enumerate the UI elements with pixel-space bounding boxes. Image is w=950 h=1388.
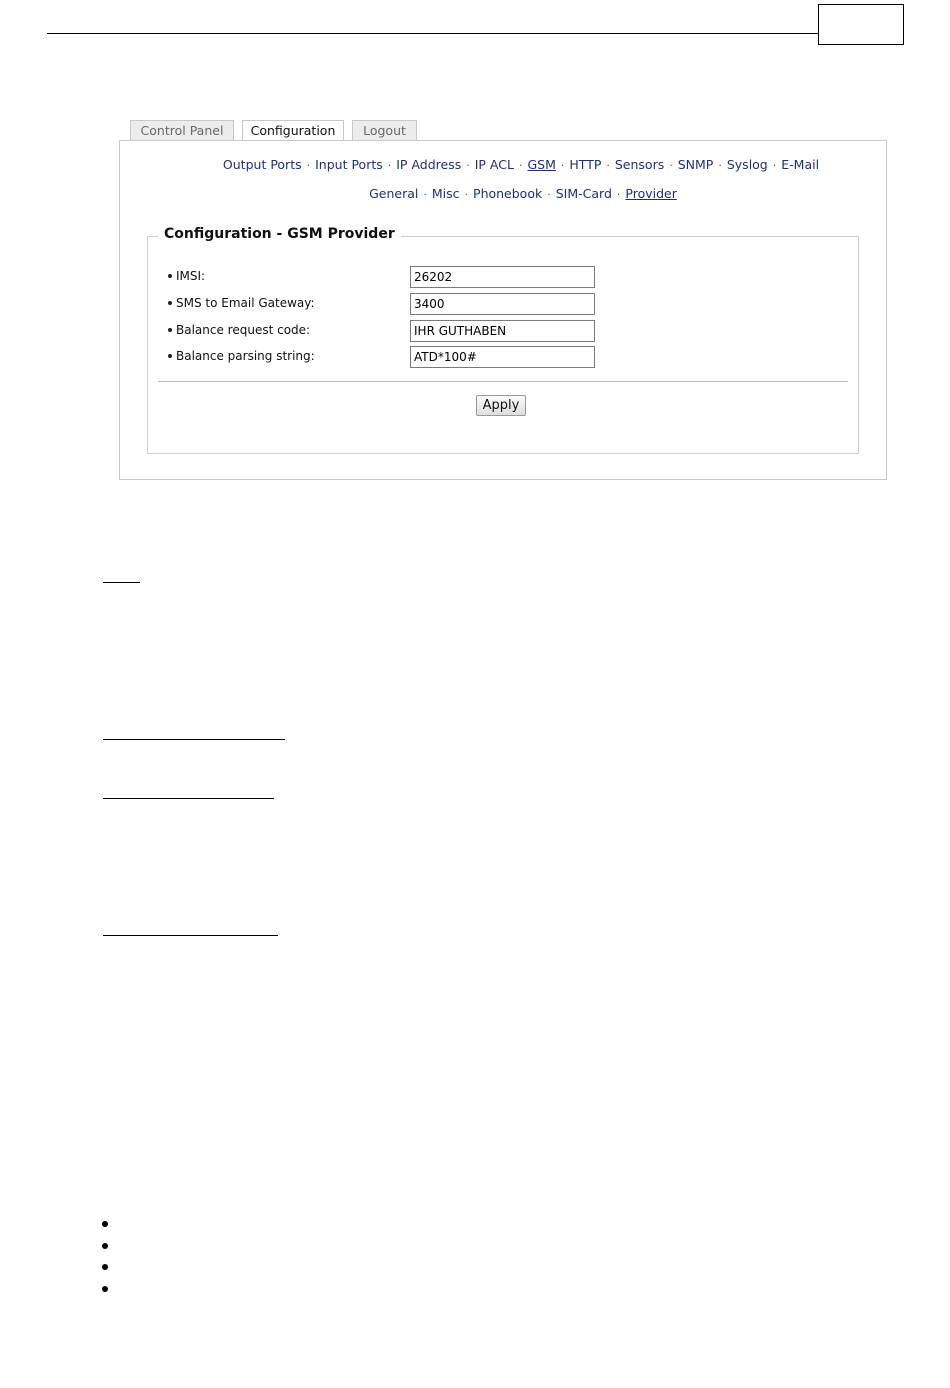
nav-separator: ·: [464, 188, 469, 201]
nav-separator: ·: [772, 159, 777, 172]
nav-separator: ·: [669, 159, 673, 172]
nav-separator: ·: [387, 159, 392, 172]
nav-separator: ·: [518, 159, 523, 172]
page-number-box: [818, 4, 904, 45]
gsm-provider-fieldset: [147, 226, 859, 454]
nav-sensors[interactable]: Sensors: [614, 157, 665, 172]
balance-parsing-label-text: Balance parsing string:: [176, 349, 315, 363]
sms-gateway-label: [168, 296, 315, 310]
balance-request-input[interactable]: [410, 320, 595, 342]
apply-button[interactable]: Apply: [476, 395, 526, 416]
bullet-icon: [102, 1264, 108, 1270]
form-row-imsi: [168, 266, 848, 288]
tab-configuration[interactable]: Configuration: [242, 120, 344, 142]
document-underline: [103, 798, 274, 799]
nav-separator: ·: [616, 188, 621, 201]
form-row-balance-request: [168, 320, 848, 342]
document-underline: [103, 739, 285, 740]
secondary-nav: [140, 186, 906, 201]
configuration-panel: [119, 140, 887, 480]
sms-gateway-label-text: SMS to Email Gateway:: [176, 296, 315, 310]
imsi-label-text: IMSI:: [176, 269, 206, 283]
nav-separator: ·: [560, 159, 565, 172]
bullet-icon: [102, 1243, 108, 1249]
imsi-input[interactable]: [410, 266, 595, 288]
subnav-provider[interactable]: Provider: [625, 186, 677, 201]
document-underline: [103, 582, 140, 583]
bullet-icon: [168, 301, 172, 305]
bullet-icon: [168, 354, 172, 358]
nav-separator: ·: [547, 188, 551, 201]
sms-gateway-input[interactable]: [410, 293, 595, 315]
fieldset-legend: Configuration - GSM Provider: [158, 226, 401, 242]
bullet-icon: [168, 328, 172, 332]
nav-ip-address[interactable]: IP Address: [396, 157, 462, 172]
balance-request-label: [168, 323, 310, 337]
nav-snmp[interactable]: SNMP: [677, 157, 714, 172]
tab-logout[interactable]: Logout: [352, 120, 417, 140]
nav-separator: ·: [306, 159, 311, 172]
document-underline: [103, 935, 278, 936]
bullet-icon: [102, 1221, 108, 1227]
nav-output-ports[interactable]: Output Ports: [222, 157, 302, 172]
balance-request-label-text: Balance request code:: [176, 323, 311, 337]
subnav-sim-card[interactable]: SIM-Card: [555, 186, 612, 201]
nav-input-ports[interactable]: Input Ports: [315, 157, 383, 172]
nav-separator: ·: [423, 188, 427, 201]
balance-parsing-input[interactable]: [410, 346, 595, 368]
nav-email[interactable]: E-Mail: [781, 157, 820, 172]
nav-gsm[interactable]: GSM: [527, 157, 556, 172]
balance-parsing-label: [168, 349, 315, 363]
nav-separator: ·: [718, 159, 722, 172]
form-divider: [158, 381, 848, 382]
nav-separator: ·: [466, 159, 470, 172]
primary-nav: [138, 157, 904, 172]
subnav-phonebook[interactable]: Phonebook: [473, 186, 543, 201]
nav-syslog[interactable]: Syslog: [726, 157, 768, 172]
bullet-icon: [102, 1286, 108, 1292]
bullet-icon: [168, 274, 172, 278]
nav-http[interactable]: HTTP: [569, 157, 602, 172]
form-row-balance-parsing: [168, 346, 848, 368]
tab-control-panel[interactable]: Control Panel: [130, 120, 234, 140]
header-rule: [47, 33, 819, 34]
nav-ip-acl[interactable]: IP ACL: [474, 157, 514, 172]
form-row-sms-gateway: [168, 293, 848, 315]
imsi-label: [168, 269, 205, 283]
nav-separator: ·: [606, 159, 610, 172]
subnav-misc[interactable]: Misc: [431, 186, 460, 201]
subnav-general[interactable]: General: [369, 186, 419, 201]
